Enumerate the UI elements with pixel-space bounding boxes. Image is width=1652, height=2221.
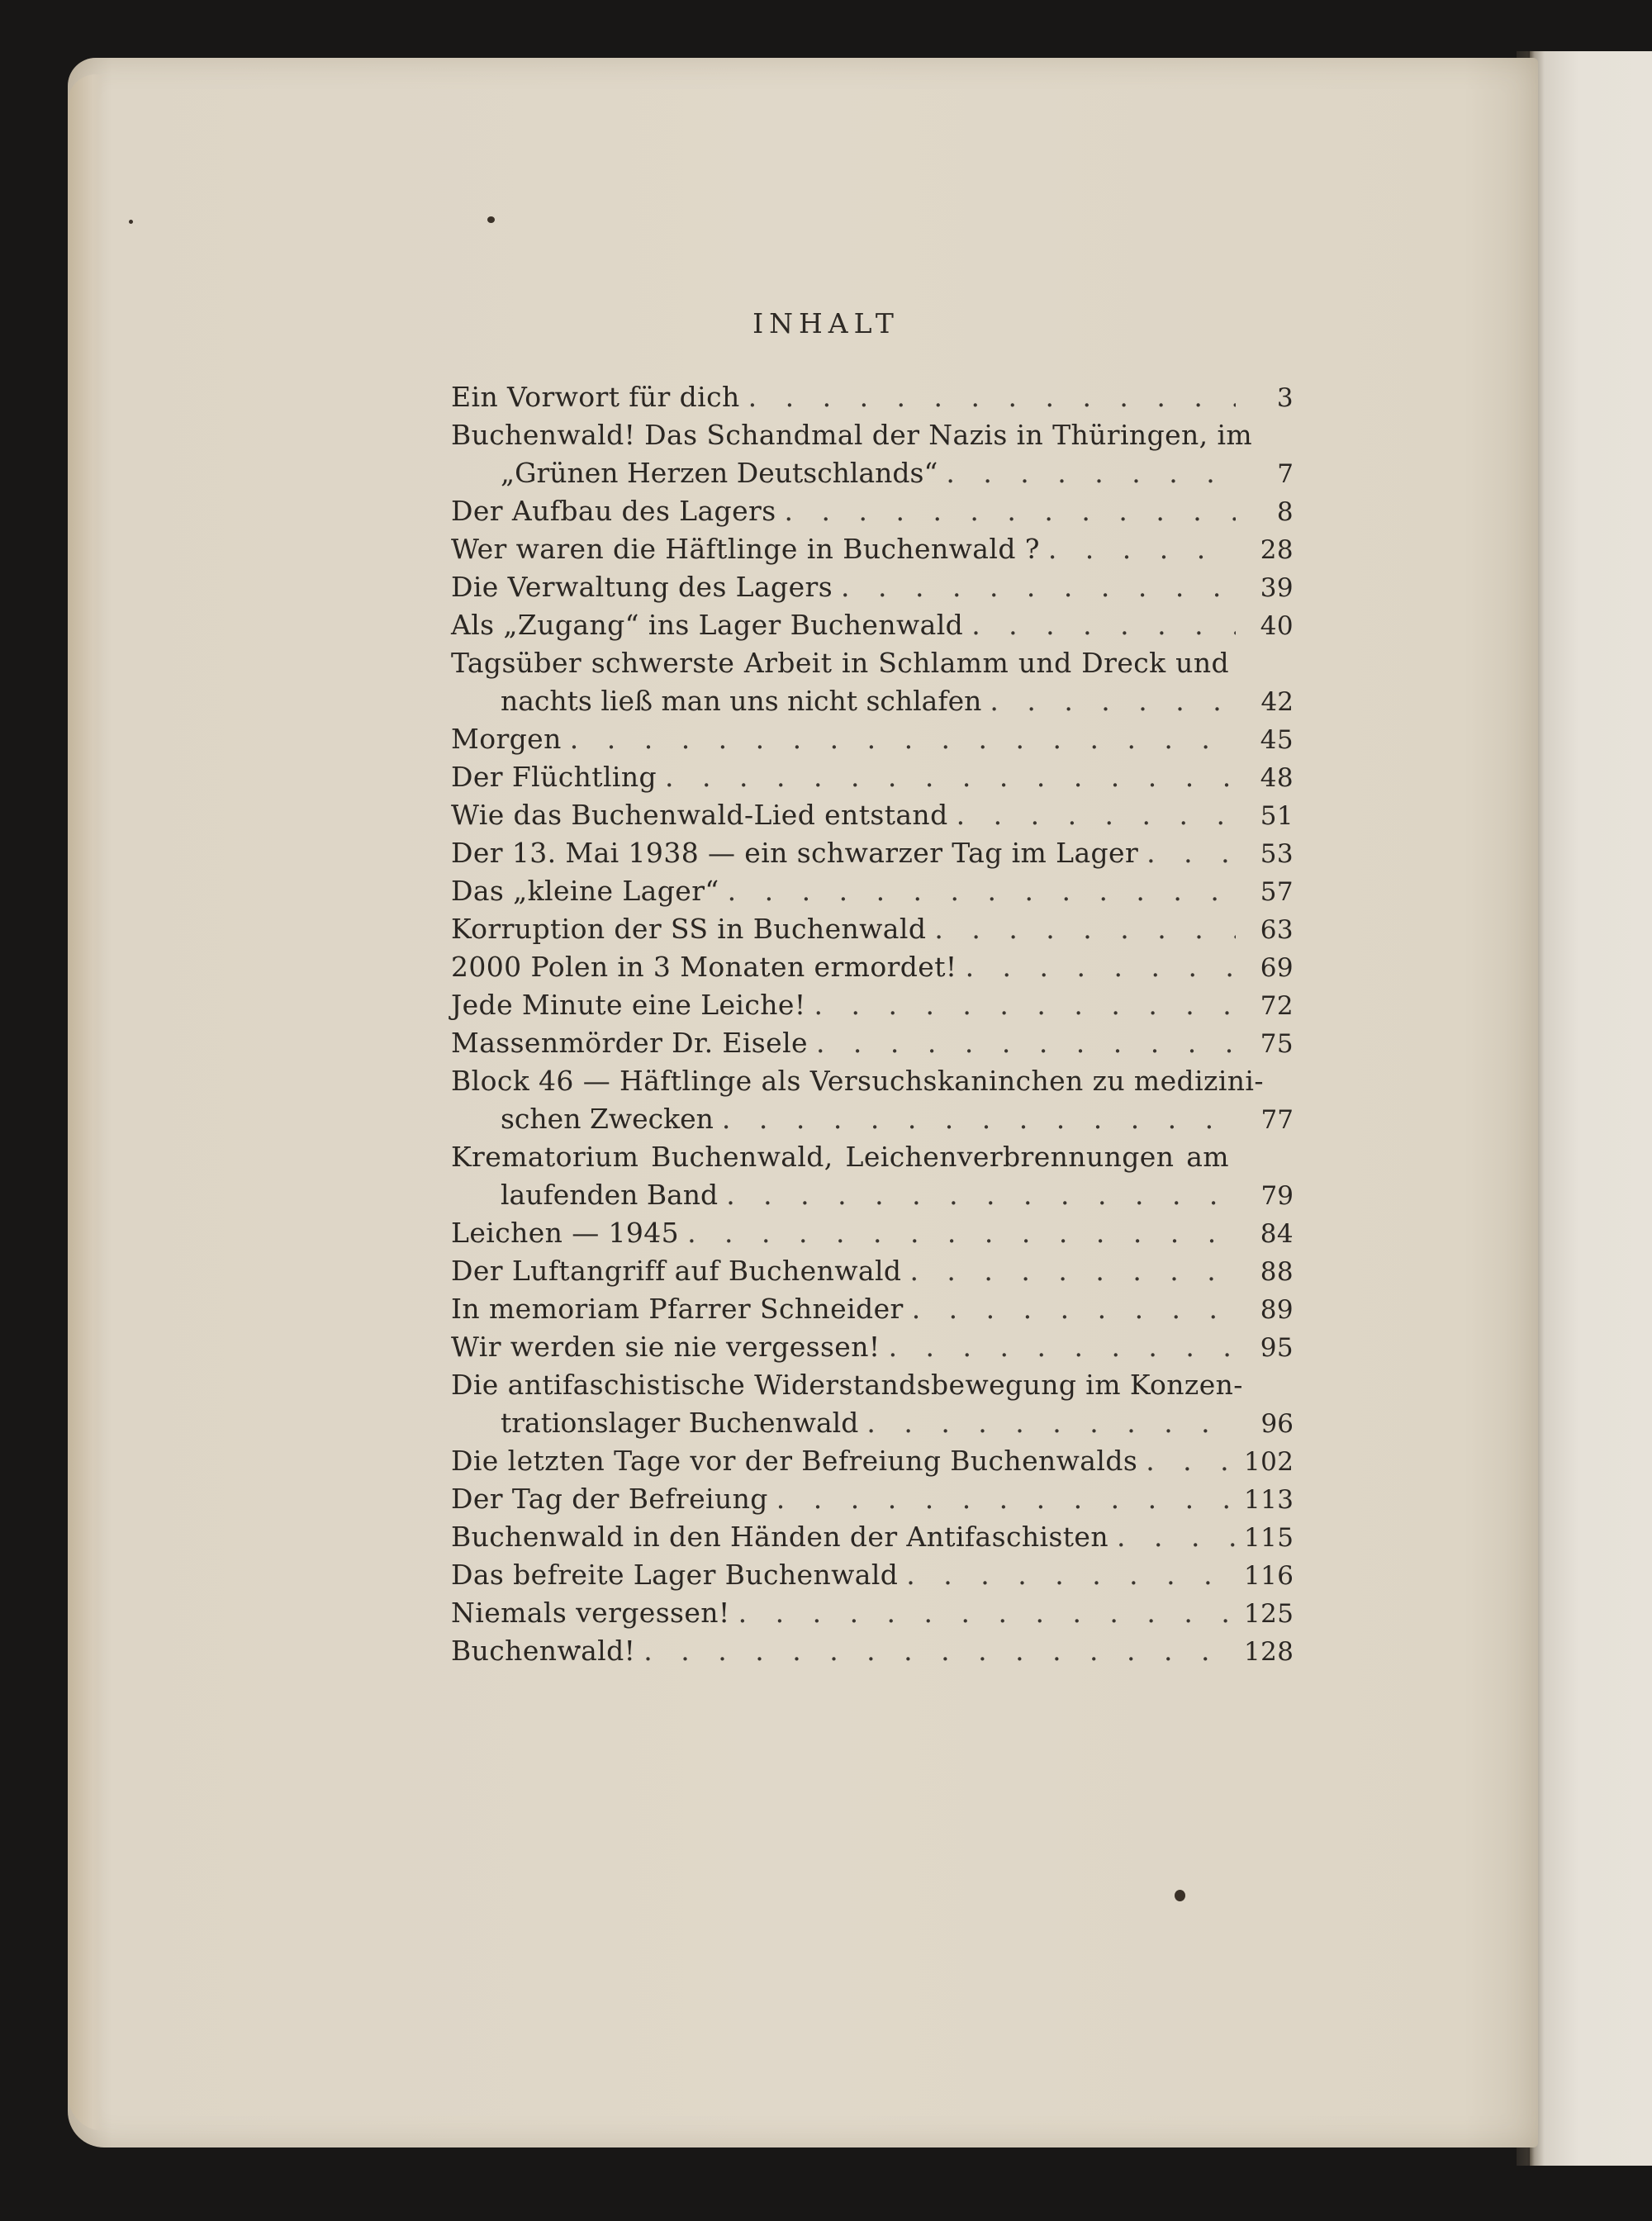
toc-entry-title: Der 13. Mai 1938 — ein schwarzer Tag im Lager: [451, 837, 1139, 869]
toc-entry: [451, 1024, 1294, 1062]
toc-entry-title: Leichen — 1945: [451, 1217, 680, 1249]
toc-entry-page: 40: [1260, 611, 1294, 641]
toc-entry: [451, 1328, 1294, 1366]
toc-entry-page: 45: [1260, 725, 1294, 755]
paper-speck: [1175, 1890, 1185, 1901]
toc-entry: [451, 1290, 1294, 1328]
toc-entry: [451, 416, 1294, 492]
toc-entry: [451, 492, 1294, 530]
toc-entry-page: 51: [1260, 801, 1294, 831]
toc-entry: [451, 758, 1294, 796]
toc-entry-page: 42: [1260, 687, 1294, 717]
toc-entry-page: 79: [1260, 1181, 1294, 1211]
leader-dots: [814, 986, 1236, 1024]
toc-entry-page: 3: [1276, 383, 1294, 413]
toc-entry: [451, 1632, 1294, 1670]
toc-entry-title: Die Verwaltung des Lagers: [451, 571, 833, 603]
toc-entry-page: 102: [1244, 1447, 1294, 1477]
toc-entry-page: 113: [1244, 1485, 1294, 1515]
toc-entry-title: Niemals vergessen!: [451, 1597, 730, 1629]
page-left-edge: [68, 74, 104, 2131]
toc-entry: [451, 606, 1294, 644]
leader-dots: [1117, 1518, 1236, 1556]
toc-entry-page: 57: [1260, 877, 1294, 907]
toc-entry: [451, 1594, 1294, 1632]
toc-entry-page: 128: [1244, 1637, 1294, 1667]
toc-entry-page: 72: [1260, 991, 1294, 1021]
toc-entry-page: 125: [1244, 1599, 1294, 1629]
leader-dots: [643, 1632, 1236, 1670]
toc-entry-title: Jede Minute eine Leiche!: [451, 989, 806, 1021]
toc-entry-title-line2: trationslager Buchenwald: [501, 1407, 859, 1439]
paper-speck: [487, 216, 495, 223]
toc-entry: [451, 530, 1294, 568]
toc-entry: [451, 796, 1294, 834]
toc-entry: [451, 1556, 1294, 1594]
toc-entry: [451, 1252, 1294, 1290]
toc-entry-title: Die letzten Tage vor der Befreiung Buchenwalds: [451, 1445, 1138, 1477]
paper-speck: [129, 220, 133, 224]
toc-entry-title-line2: nachts ließ man uns nicht schlafen: [501, 685, 982, 717]
toc-entry-title-line1: Die antifaschistische Widerstandsbewegung im Konzen-: [451, 1369, 1243, 1401]
toc-entry-page: 115: [1244, 1523, 1294, 1553]
toc-entry-page: 88: [1260, 1257, 1294, 1287]
toc-entry: [451, 948, 1294, 986]
facing-page-edge: [1530, 51, 1652, 2166]
toc-entry-title: Das befreite Lager Buchenwald: [451, 1559, 899, 1591]
toc-entry-title-line2: schen Zwecken: [501, 1103, 714, 1135]
toc-entry-title: Massenmörder Dr. Eisele: [451, 1027, 808, 1059]
toc-entry-title: Als „Zugang“ ins Lager Buchenwald: [451, 609, 964, 641]
leader-dots: [1146, 1442, 1236, 1480]
leader-dots: [570, 720, 1236, 758]
leader-dots: [966, 948, 1236, 986]
leader-dots: [906, 1556, 1236, 1594]
toc-entry-page: 89: [1260, 1295, 1294, 1325]
toc-entry-title: In memoriam Pfarrer Schneider: [451, 1293, 904, 1325]
toc-entry-page: 116: [1244, 1561, 1294, 1591]
toc-entry-page: 96: [1260, 1409, 1294, 1439]
toc-entry: [451, 644, 1294, 720]
leader-dots: [990, 682, 1236, 720]
toc-entry-title-line1: Block 46 — Häftlinge als Versuchskaninchen zu medizini-: [451, 1065, 1264, 1097]
leader-dots: [1146, 834, 1236, 872]
toc-entry-page: 8: [1276, 497, 1294, 527]
toc-entry-title: Korruption der SS in Buchenwald: [451, 913, 927, 945]
toc-entry-title: Buchenwald!: [451, 1635, 636, 1667]
leader-dots: [722, 1100, 1236, 1138]
leader-dots: [726, 1176, 1236, 1214]
leader-dots: [776, 1480, 1236, 1518]
leader-dots: [841, 568, 1236, 606]
leader-dots: [1048, 530, 1236, 568]
toc-entry-title-line2: „Grünen Herzen Deutschlands“: [501, 457, 938, 489]
toc-entry: [451, 910, 1294, 948]
toc-entry: [451, 378, 1294, 416]
leader-dots: [785, 492, 1236, 530]
toc-entry-title: Wie das Buchenwald-Lied entstand: [451, 799, 948, 831]
leader-dots: [665, 758, 1236, 796]
leader-dots: [748, 378, 1236, 416]
toc-entry: [451, 568, 1294, 606]
toc-entry-title-line1: Buchenwald! Das Schandmal der Nazis in Thüringen, im: [451, 419, 1253, 451]
leader-dots: [687, 1214, 1236, 1252]
table-of-contents: [451, 378, 1294, 1670]
toc-entry-title: Morgen: [451, 723, 562, 755]
toc-entry: [451, 1214, 1294, 1252]
leader-dots: [738, 1594, 1236, 1632]
toc-entry: [451, 1138, 1294, 1214]
toc-entry-page: 75: [1260, 1029, 1294, 1059]
leader-dots: [912, 1290, 1236, 1328]
leader-dots: [971, 606, 1236, 644]
leader-dots: [946, 454, 1236, 492]
toc-entry: [451, 1062, 1294, 1138]
toc-entry-page: 39: [1260, 573, 1294, 603]
toc-entry: [451, 986, 1294, 1024]
toc-entry-title: Der Aufbau des Lagers: [451, 495, 776, 527]
toc-entry-title: Der Flüchtling: [451, 761, 657, 793]
toc-entry-page: 69: [1260, 953, 1294, 983]
toc-entry: [451, 872, 1294, 910]
toc-entry: [451, 1366, 1294, 1442]
leader-dots: [934, 910, 1236, 948]
toc-entry-page: 53: [1260, 839, 1294, 869]
toc-entry-page: 48: [1260, 763, 1294, 793]
toc-entry: [451, 1442, 1294, 1480]
toc-entry-title: Der Tag der Befreiung: [451, 1483, 768, 1515]
toc-entry-page: 84: [1260, 1219, 1294, 1249]
toc-entry-title-line1: Krematorium Buchenwald, Leichenverbrennungen am: [451, 1141, 1229, 1173]
toc-entry: [451, 720, 1294, 758]
leader-dots: [816, 1024, 1236, 1062]
toc-entry-title-line1: Tagsüber schwerste Arbeit in Schlamm und Dreck und: [451, 647, 1229, 679]
toc-entry-page: 28: [1260, 535, 1294, 565]
toc-entry-title: Buchenwald in den Händen der Antifaschisten: [451, 1521, 1109, 1553]
leader-dots: [909, 1252, 1236, 1290]
toc-entry-page: 7: [1277, 459, 1294, 489]
toc-entry: [451, 1480, 1294, 1518]
toc-entry: [451, 834, 1294, 872]
leader-dots: [957, 796, 1236, 834]
toc-entry-page: 63: [1260, 915, 1294, 945]
toc-entry-title-line2: laufenden Band: [501, 1179, 719, 1211]
leader-dots: [866, 1404, 1236, 1442]
toc-entry-title: Ein Vorwort für dich: [451, 381, 740, 413]
leader-dots: [889, 1328, 1236, 1366]
toc-entry: [451, 1518, 1294, 1556]
toc-entry-title: 2000 Polen in 3 Monaten ermordet!: [451, 951, 957, 983]
toc-entry-page: 95: [1260, 1333, 1294, 1363]
toc-entry-title: Das „kleine Lager“: [451, 875, 719, 907]
leader-dots: [728, 872, 1236, 910]
toc-heading: INHALT: [752, 307, 900, 339]
toc-entry-title: Der Luftangriff auf Buchenwald: [451, 1255, 902, 1287]
toc-entry-title: Wer waren die Häftlinge in Buchenwald ?: [451, 533, 1040, 565]
toc-entry-page: 77: [1260, 1105, 1294, 1135]
toc-entry-title: Wir werden sie nie vergessen!: [451, 1331, 881, 1363]
